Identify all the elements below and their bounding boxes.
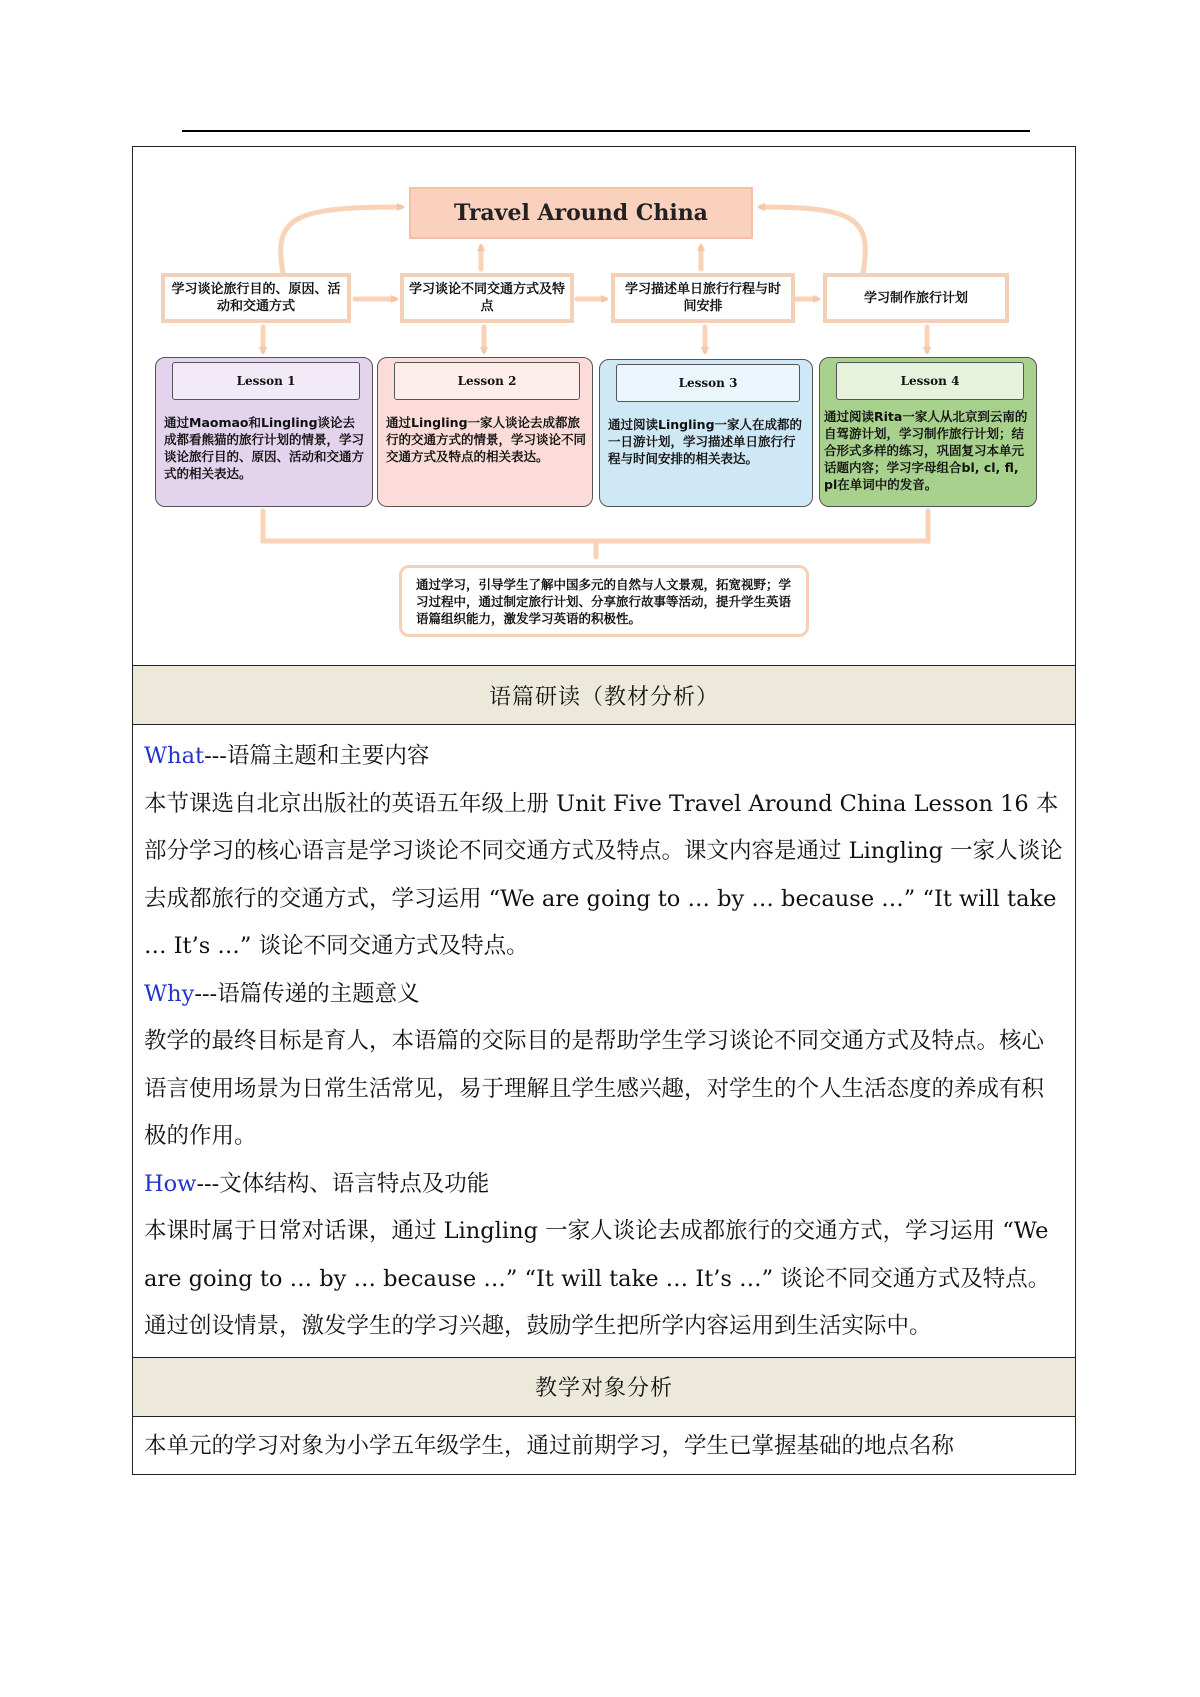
why-body: 教学的最终目标是育人，本语篇的交际目的是帮助学生学习谈论不同交通方式及特点。核心语言使用场景为日常生活常见，易于理解且学生感兴趣，对学生的个人生活态度的养成有积极的作用。	[144, 1028, 1045, 1149]
arrow-goal1-title	[281, 207, 401, 273]
goal-4: 学习制作旅行计划	[823, 273, 1009, 323]
lesson-1-card	[155, 357, 373, 507]
lesson-3-label: Lesson 3	[616, 364, 800, 402]
what-heading: What---语篇主题和主要内容	[144, 743, 430, 769]
unit-structure-diagram	[133, 147, 1075, 666]
section-title-student-analysis: 教学对象分析	[133, 1358, 1075, 1417]
goal-1: 学习谈论旅行目的、原因、活动和交通方式	[161, 273, 351, 323]
lesson-2-label: Lesson 2	[394, 362, 580, 400]
diagram-title: Travel Around China	[409, 187, 753, 239]
student-body: 本单元的学习对象为小学五年级学生，通过前期学习，学生已掌握基础的地点名称	[144, 1432, 955, 1459]
lesson-2-desc: 通过Lingling一家人谈论去成都旅行的交通方式的情景，学习谈论不同交通方式及特点的相关表达。	[386, 415, 587, 464]
what-keyword: What	[144, 743, 205, 769]
bracket-lessons-summary	[263, 511, 928, 557]
lesson-1-desc: 通过Maomao和Lingling谈论去成都看熊猫的旅行计划的情景，学习谈论旅行目的、原因、活动和交通方式的相关表达。	[164, 415, 365, 481]
what-body: 本节课选自北京出版社的英语五年级上册 Unit Five Travel Around China Lesson 16 本部分学习的核心语言是学习谈论不同交通方式及特点。课文内容是通过 Lingling 一家人谈论去成都旅行的交通方式，学习运用 “We are going to … by … because …” “It will take … It’s …” 谈论不同交通方式及特点。	[144, 790, 1063, 959]
how-keyword: How	[144, 1170, 197, 1197]
goal-2: 学习谈论不同交通方式及特点	[400, 273, 574, 323]
header-rule	[182, 130, 1030, 132]
lesson-4-card	[819, 357, 1037, 507]
how-body: 本课时属于日常对话课，通过 Lingling 一家人谈论去成都旅行的交通方式，学习运用 “We are going to … by … because …” “It will take … It’s …” 谈论不同交通方式及特点。通过创设情景，激发学生的学习兴趣，鼓励学生把所学内容运用到生活实际中。	[144, 1218, 1051, 1339]
why-keyword: Why	[144, 980, 195, 1007]
lesson-4-desc: 通过阅读Rita一家人从北京到云南的自驾游计划，学习制作旅行计划；结合形式多样的练习，巩固复习本单元话题内容；学习字母组合bl, cl, fl, pl在单词中的发音。	[824, 409, 1028, 492]
goal-3: 学习描述单日旅行行程与时间安排	[611, 273, 795, 323]
lesson-2-card	[377, 357, 593, 507]
arrow-goal4-title	[761, 207, 865, 273]
lesson-3-desc: 通过阅读Lingling一家人在成都的一日游计划，学习描述单日旅行行程与时间安排的相关表达。	[608, 417, 803, 466]
text-analysis-content	[133, 725, 1075, 1358]
unit-summary: 通过学习，引导学生了解中国多元的自然与人文景观，拓宽视野；学习过程中，通过制定旅行计划、分享旅行故事等活动，提升学生英语语篇组织能力，激发学习英语的积极性。	[399, 565, 809, 637]
lesson-4-label: Lesson 4	[836, 362, 1024, 400]
section-title-text-analysis: 语篇研读（教材分析）	[133, 666, 1075, 725]
why-heading: Why---语篇传递的主题意义	[144, 980, 420, 1007]
how-heading: How---文体结构、语言特点及功能	[144, 1170, 490, 1197]
student-analysis-content	[133, 1417, 1075, 1475]
lesson-plan-table	[132, 146, 1076, 1475]
lesson-1-label: Lesson 1	[172, 362, 360, 400]
lesson-3-card	[599, 359, 813, 507]
